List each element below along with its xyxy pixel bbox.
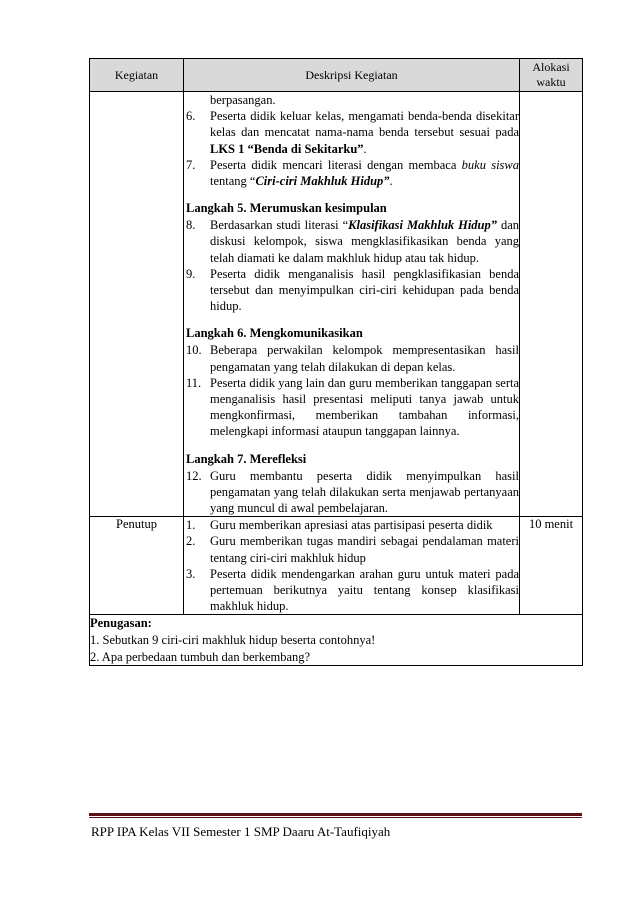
item-number: 3. xyxy=(186,566,196,581)
item-number: 6. xyxy=(186,109,196,124)
item-number: 12. xyxy=(186,468,202,483)
cell-penugasan xyxy=(90,615,583,666)
penugasan-item: 2. Apa perbedaan tumbuh dan berkembang? xyxy=(90,649,311,664)
item-text: Beberapa perwakilan kelompok mempresentasikan hasil pengamatan yang telah dilakukan di depan kelas. xyxy=(210,343,519,374)
item-text: Guru memberikan apresiasi atas partisipasi peserta didik xyxy=(210,518,493,533)
cell-alokasi-penutup: 10 menit xyxy=(520,517,583,615)
step-6-title: Langkah 6. Mengkomunikasikan xyxy=(186,326,363,341)
penugasan-item: 1. Sebutkan 9 ciri-ciri makhluk hidup beserta contohnya! xyxy=(90,633,376,648)
header-alokasi: Alokasi waktu xyxy=(520,59,583,92)
header-kegiatan: Kegiatan xyxy=(90,59,184,92)
table-header-row xyxy=(90,59,583,92)
item-text: Peserta didik yang lain dan guru memberikan tanggapan serta menganalisis hasil presentasi meliputi tanya jawab untuk mengkonfirmasi, memberikan tambahan informasi, melengkapi informasi ataupun tanggapan lainnya. xyxy=(210,375,519,439)
lesson-activity-table xyxy=(89,58,583,666)
list-item xyxy=(184,468,519,517)
list-item xyxy=(184,92,519,108)
cell-kegiatan-inti xyxy=(90,92,184,517)
list-item xyxy=(184,517,519,533)
step-7-title: Langkah 7. Merefleksi xyxy=(186,451,307,466)
item-text: Guru memberikan tugas mandiri sebagai pendalaman materi tentang ciri-ciri makhluk hidup xyxy=(210,534,519,565)
item-bolditalic-text: Ciri-ciri Makhluk Hidup” xyxy=(255,174,390,189)
item-number: 11. xyxy=(186,375,202,390)
cell-deskripsi-inti xyxy=(184,92,520,517)
item-number: 8. xyxy=(186,218,196,233)
item-tail: dan diskusi kelompok, siswa mengklasifikasikan benda yang telah diamati ke dalam makhluk hidup atau tak hidup. xyxy=(210,218,519,265)
item-text: Peserta didik keluar kelas, mengamati benda-benda disekitar kelas dan mencatat nama-nama benda tersebut sesuai pada xyxy=(210,109,519,140)
list-item xyxy=(184,342,519,374)
item-italic-text: buku siswa xyxy=(461,157,519,172)
list-item xyxy=(184,375,519,440)
item-text: Guru membantu peserta didik menyimpulkan hasil pengamatan yang telah dilakukan serta menjawab pertanyaan yang muncul di awal pembelajaran. xyxy=(210,468,519,516)
penugasan-title: Penugasan: xyxy=(90,616,152,631)
cell-kegiatan-penutup: Penutup xyxy=(90,517,184,615)
table-row-inti xyxy=(90,92,583,517)
item-tail: . xyxy=(363,141,367,156)
list-item xyxy=(184,266,519,315)
table-row-penugasan xyxy=(90,615,583,666)
item-number: 7. xyxy=(186,157,196,172)
item-bolditalic-text: Klasifikasi Makhluk Hidup” xyxy=(348,218,498,233)
footer-divider xyxy=(89,813,582,816)
item-number: 9. xyxy=(186,266,196,281)
item-mid: tentang “ xyxy=(210,174,256,189)
item-text: Berdasarkan studi literasi “ xyxy=(210,218,349,233)
list-item xyxy=(184,157,519,189)
table-row-penutup xyxy=(90,517,583,615)
item-number: 1. xyxy=(186,518,196,533)
list-item xyxy=(184,533,519,565)
item-number: 10. xyxy=(186,343,202,358)
header-deskripsi: Deskripsi Kegiatan xyxy=(184,59,520,92)
list-item xyxy=(184,566,519,615)
list-item xyxy=(184,108,519,157)
item-text: Peserta didik menganalisis hasil pengklasifikasian benda tersebut dan menyimpulkan ciri-ciri kehidupan pada benda hidup. xyxy=(210,266,519,314)
item-bold-text: LKS 1 “Benda di Sekitarku” xyxy=(210,141,364,156)
cell-alokasi-inti xyxy=(520,92,583,517)
item-text: Peserta didik mendengarkan arahan guru untuk materi pada pertemuan berikutnya yaitu tentang konsep klasifikasi makhluk hidup. xyxy=(210,566,519,614)
item-number: 2. xyxy=(186,534,196,549)
item-text: berpasangan. xyxy=(210,93,276,107)
item-tail: . xyxy=(389,174,393,189)
item-text: Peserta didik mencari literasi dengan membaca xyxy=(210,157,462,172)
footer-divider-thin xyxy=(89,817,582,818)
cell-deskripsi-penutup xyxy=(184,517,520,615)
step-5-title: Langkah 5. Merumuskan kesimpulan xyxy=(186,201,387,216)
list-item xyxy=(184,217,519,266)
page-footer: RPP IPA Kelas VII Semester 1 SMP Daaru At-Taufiqiyah xyxy=(91,824,391,839)
